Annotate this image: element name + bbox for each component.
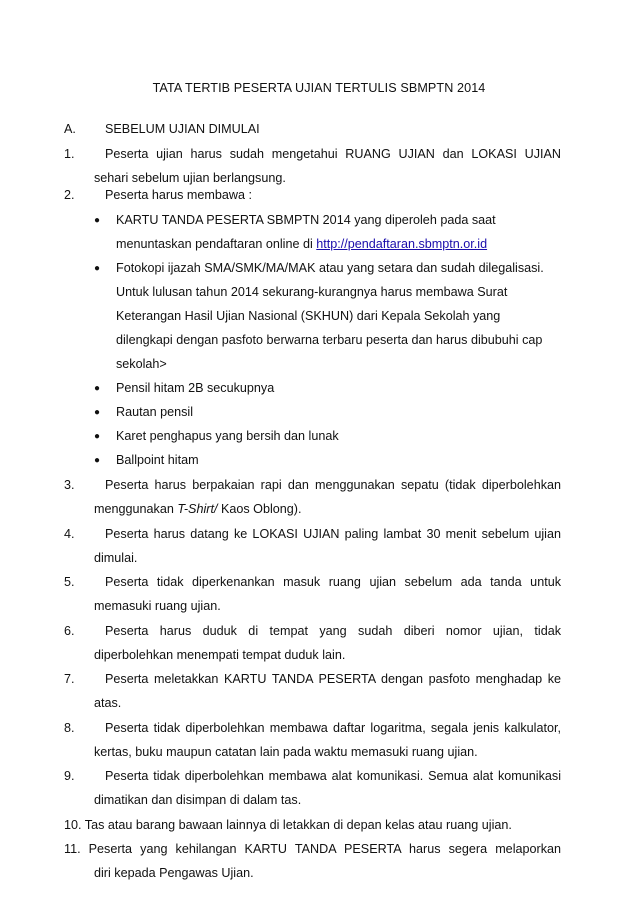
bullet-text: Rautan pensil [116, 405, 194, 419]
bullet-icon: ● [94, 215, 101, 226]
section-title: SEBELUM UJIAN DIMULAI [105, 122, 260, 136]
item-text: diri kepada Pengawas Ujian. [94, 866, 254, 880]
bullet-icon: ● [94, 383, 101, 394]
item-text: dimulai. [94, 551, 138, 565]
bullet-text: Karet penghapus yang bersih dan lunak [116, 429, 339, 443]
item-text: Peserta harus membawa : [105, 188, 252, 202]
item-text: Peserta ujian harus sudah mengetahui RUANG UJIAN dan LOKASI UJIAN [105, 147, 561, 161]
item-number: 8. [64, 721, 75, 735]
bullet-text: Ballpoint hitam [116, 453, 199, 467]
item-text: sehari sebelum ujian berlangsung. [94, 171, 286, 185]
bullet-text: dilengkapi dengan pasfoto berwarna terbaru peserta dan harus dibubuhi cap [116, 333, 543, 347]
item-number: 1. [64, 147, 75, 161]
item-text: 11. Peserta yang kehilangan KARTU TANDA PESERTA harus segera melaporkan [64, 842, 561, 856]
item-text: dimatikan dan disimpan di dalam tas. [94, 793, 302, 807]
document-title: TATA TERTIB PESERTA UJIAN TERTULIS SBMPTN 2014 [152, 81, 486, 95]
item-text: Peserta meletakkan KARTU TANDA PESERTA dengan pasfoto menghadap ke [105, 672, 561, 686]
item-text: Peserta harus duduk di tempat yang sudah diberi nomor ujian, tidak [105, 624, 561, 638]
bullet-text: Untuk lulusan tahun 2014 sekurang-kurangnya harus membawa Surat [116, 285, 508, 299]
item-text: Peserta tidak diperbolehkan membawa daftar logaritma, segala jenis kalkulator, [105, 721, 561, 735]
item-text: atas. [94, 696, 122, 710]
bullet-text: menuntaskan pendaftaran online di [116, 237, 317, 251]
item-text: menggunakan [94, 502, 178, 516]
item-text: kertas, buku maupun catatan lain pada waktu memasuki ruang ujian. [94, 745, 478, 759]
bullet-text: Pensil hitam 2B secukupnya [116, 381, 275, 395]
item-text: Peserta harus datang ke LOKASI UJIAN paling lambat 30 menit sebelum ujian [105, 527, 561, 541]
item-text: Peserta harus berpakaian rapi dan menggunakan sepatu (tidak diperbolehkan [105, 478, 561, 492]
item-text: Peserta tidak diperkenankan masuk ruang ujian sebelum ada tanda untuk [105, 575, 561, 589]
bullet-icon: ● [94, 431, 101, 442]
bullet-icon: ● [94, 263, 101, 274]
bullet-text: KARTU TANDA PESERTA SBMPTN 2014 yang diperoleh pada saat [116, 213, 496, 227]
item-text: diperbolehkan menempati tempat duduk lain. [94, 648, 346, 662]
bullet-text: Keterangan Hasil Ujian Nasional (SKHUN) dari Kepala Sekolah yang [116, 309, 501, 323]
registration-link[interactable]: http://pendaftaran.sbmptn.or.id [316, 237, 488, 251]
item-number: 2. [64, 188, 75, 202]
bullet-text: Fotokopi ijazah SMA/SMK/MA/MAK atau yang setara dan sudah dilegalisasi. [116, 261, 544, 275]
item-number: 6. [64, 624, 75, 638]
item-text-italic: T-Shirt/ [177, 502, 218, 516]
item-text: memasuki ruang ujian. [94, 599, 221, 613]
item-number: 5. [64, 575, 75, 589]
item-number: 4. [64, 527, 75, 541]
bullet-text: sekolah> [116, 357, 167, 371]
item-text: Kaos Oblong). [217, 502, 302, 516]
bullet-icon: ● [94, 407, 101, 418]
bullet-icon: ● [94, 455, 101, 466]
item-text: Peserta tidak diperbolehkan membawa alat komunikasi. Semua alat komunikasi [105, 769, 561, 783]
section-marker: A. [64, 122, 76, 136]
item-number: 3. [64, 478, 75, 492]
item-number: 7. [64, 672, 75, 686]
item-text: 10. Tas atau barang bawaan lainnya di letakkan di depan kelas atau ruang ujian. [64, 818, 512, 832]
item-number: 9. [64, 769, 75, 783]
